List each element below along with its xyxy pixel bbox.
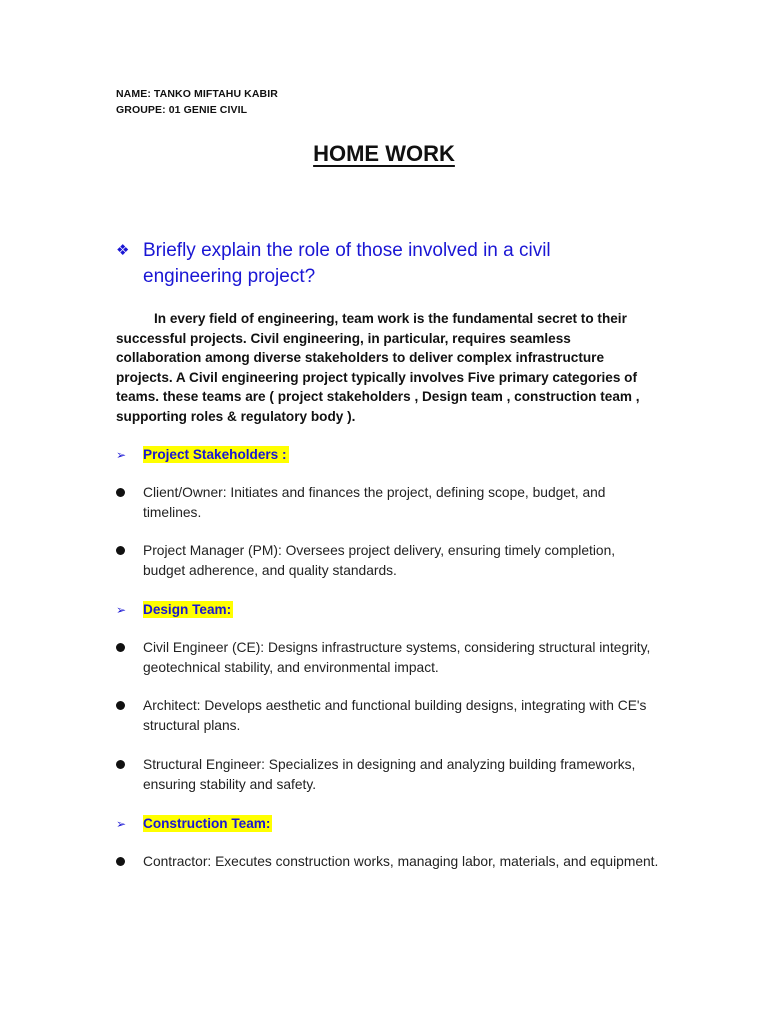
round-bullet-icon [116,701,125,710]
list-item-text: Project Manager (PM): Oversees project delivery, ensuring timely completion, budget adherence, and quality standards. [143,543,616,578]
page-title [0,141,768,167]
section-heading-text: Project Stakeholders : [143,447,287,462]
list-item-text: Architect: Develops aesthetic and functional building designs, integrating with CE's structural plans. [143,698,647,733]
intro-text: In every field of engineering, team work is the fundamental secret to their successful projects. Civil engineering, in particular, requires seamless collaboration among diverse stakeholders to deliver complex infrastructure projects. A Civil engineering project typically involves Five primary categories of teams. these teams are ( project stakeholders , Design team , construction team , supporting roles & regulatory body ). [116,311,640,424]
round-bullet-icon [116,643,125,652]
list-item [116,638,661,677]
list-item [116,483,661,522]
list-item [116,541,661,580]
round-bullet-icon [116,857,125,866]
arrow-bullet-icon: ➢ [116,447,127,462]
arrow-bullet-icon: ➢ [116,602,127,617]
arrow-bullet-icon: ➢ [116,816,127,831]
section-heading [116,599,233,620]
list-item-text: Structural Engineer: Specializes in designing and analyzing building frameworks, ensuring stability and safety. [143,757,636,792]
question-text: Briefly explain the role of those involved in a civil engineering project? [143,240,551,287]
section-heading-text: Construction Team: [143,816,271,831]
student-name: NAME: TANKO MIFTAHU KABIR [116,88,278,100]
section-heading-text: Design Team: [143,602,232,617]
list-item [116,696,661,735]
list-item [116,852,661,872]
page-title-text: HOME WORK [313,141,455,166]
list-item-text: Client/Owner: Initiates and finances the project, defining scope, budget, and timelines. [143,485,606,520]
list-item [116,755,661,794]
round-bullet-icon [116,546,125,555]
student-group: GROUPE: 01 GENIE CIVIL [116,104,248,116]
round-bullet-icon [116,760,125,769]
round-bullet-icon [116,488,125,497]
list-item-text: Civil Engineer (CE): Designs infrastructure systems, considering structural integrity, geotechnical stability, and environmental impact. [143,640,651,675]
section-heading [116,813,272,834]
diamond-bullet-icon: ❖ [116,242,130,259]
section-heading [116,444,289,465]
list-item-text: Contractor: Executes construction works, managing labor, materials, and equipment. [143,854,659,869]
intro-paragraph [116,309,656,427]
question [116,238,636,290]
